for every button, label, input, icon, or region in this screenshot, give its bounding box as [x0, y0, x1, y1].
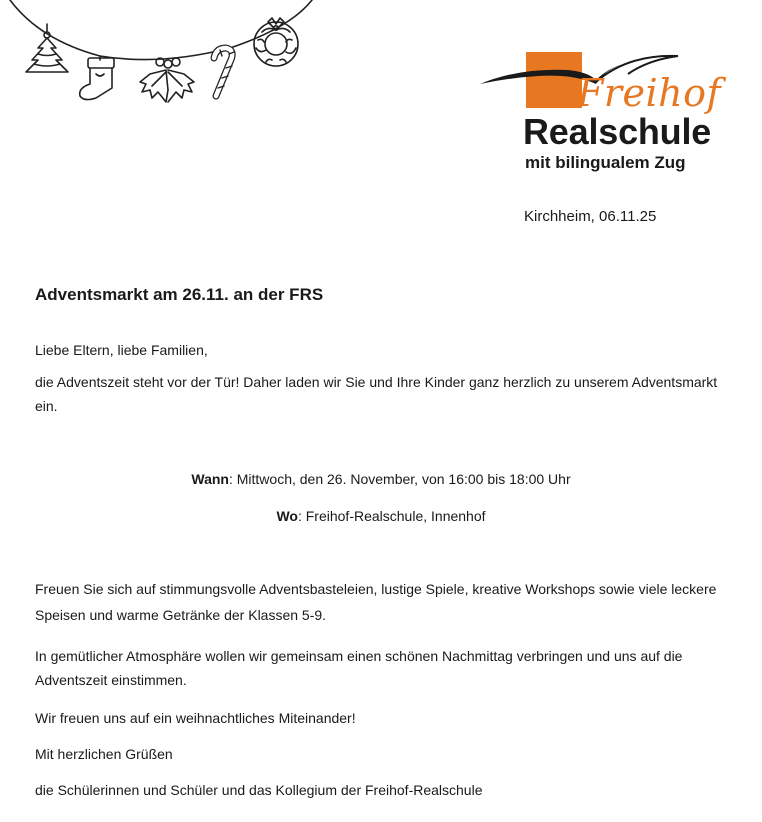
stocking-icon	[80, 56, 114, 100]
intro-paragraph: die Adventszeit steht vor der Tür! Daher laden wir Sie und Ihre Kinder ganz herzlich zu unserem Adventsmarkt ein.	[35, 374, 718, 414]
logo-wordmark: Freihof	[577, 71, 722, 115]
paragraph-activities: Freuen Sie sich auf stimmungsvolle Adventsbasteleien, lustige Spiele, kreative Workshops sowie viele leckere Speisen und warme Getränke der Klassen 5-9.	[35, 581, 717, 623]
holly-leaves-icon	[140, 58, 194, 102]
paragraph-atmosphere: In gemütlicher Atmosphäre wollen wir gemeinsam einen schönen Nachmittag verbringen und uns auf die Adventszeit einstimmen.	[35, 648, 683, 688]
school-logo	[478, 48, 738, 188]
letter-date: Kirchheim, 06.11.25	[524, 208, 657, 225]
christmas-garland-illustration	[0, 0, 330, 120]
logo-school-name: Realschule	[523, 111, 712, 152]
when-label: Wann	[191, 471, 229, 487]
logo-subtitle: mit bilingualem Zug	[525, 153, 686, 172]
where-value: : Freihof-Realschule, Innenhof	[297, 508, 486, 524]
salutation: Liebe Eltern, liebe Familien,	[35, 342, 208, 358]
paragraph-miteinander: Wir freuen uns auf ein weihnachtliches Miteinander!	[35, 710, 356, 726]
candy-cane-icon	[214, 48, 234, 96]
event-when	[0, 468, 762, 490]
signature: die Schülerinnen und Schüler und das Kollegium der Freihof-Realschule	[35, 782, 483, 798]
when-value: : Mittwoch, den 26. November, von 16:00 bis 18:00 Uhr	[228, 471, 571, 487]
letter-heading: Adventsmarkt am 26.11. an der FRS	[35, 285, 324, 304]
tree-ornament-icon	[26, 24, 68, 72]
where-label: Wo	[276, 508, 298, 524]
event-where	[0, 505, 762, 527]
wreath-icon	[254, 18, 298, 66]
closing: Mit herzlichen Grüßen	[35, 746, 173, 762]
